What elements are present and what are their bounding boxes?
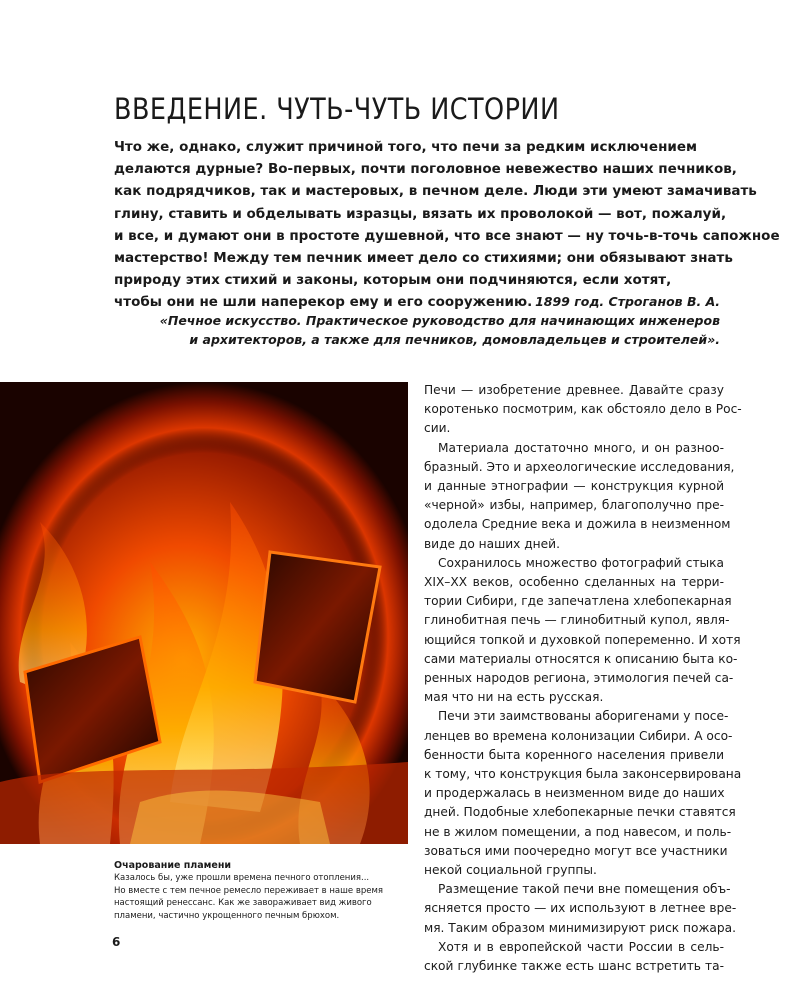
attribution-line: 1899 год. Строганов В. А. — [535, 294, 720, 309]
body-line: Хотя и в европейской части России в сель- — [438, 939, 724, 954]
body-line: к тому, что конструкция была законсервирована — [424, 767, 742, 782]
body-line: и данные этнографии — конструкция курной — [424, 479, 724, 494]
attribution-line: и архитекторов, а также для печников, домовладельцев и строителей». — [189, 332, 720, 347]
body-line: мя. Таким образом минимизируют риск пожара. — [424, 920, 736, 935]
body-line: ской глубинке также есть шанс встретить та- — [424, 959, 724, 974]
body-line: и продержалась в неизменном виде до наших — [424, 786, 725, 801]
caption-line: Но вместе с тем печное ремесло переживает в наше время — [114, 885, 383, 896]
body-line: Печи — изобретение древнее. Давайте сразу — [424, 383, 724, 397]
intro-line: мастерство! Между тем печник имеет дело со стихиями; они обязывают знать — [114, 250, 733, 267]
caption-line: Казалось бы, уже прошли времена печного отопления... — [114, 873, 370, 883]
body-line: «черной» избы, например, благополучно пре- — [424, 498, 724, 513]
body-line: ренных народов региона, этимология печей са- — [424, 671, 734, 686]
intro-quote — [114, 136, 780, 314]
attribution-line: «Печное искусство. Практическое руководство для начинающих инженеров — [159, 313, 720, 328]
caption-line: пламени, частично укрощенного печным брюхом. — [114, 910, 340, 921]
photo-caption — [114, 859, 414, 922]
body-line: ясняется просто — их используют в летнее вре- — [424, 901, 737, 916]
body-text — [424, 381, 742, 976]
intro-line: природу этих стихий и законы, которым они подчиняются, если хотят, — [114, 272, 672, 289]
body-line: ленцев во времена колонизации Сибири. А осо- — [424, 728, 733, 743]
caption-title: Очарование пламени — [114, 860, 232, 871]
body-line: бенности быта коренного населения привели — [424, 747, 724, 762]
body-line: ющийся топкой и духовкой попеременно. И хотя — [424, 632, 741, 647]
body-line: некой социальной группы. — [424, 863, 597, 878]
fire-photo — [0, 382, 408, 844]
page-title: ВВЕДЕНИЕ. ЧУТЬ-ЧУТЬ ИСТОРИИ — [114, 92, 560, 126]
body-line: Размещение такой печи вне помещения объ- — [438, 882, 731, 897]
body-line: одолела Средние века и дожила в неизменном — [424, 517, 731, 532]
body-line: зоваться ими поочередно могут все участники — [424, 843, 728, 858]
page-number: 6 — [112, 935, 121, 949]
body-line: глинобитная печь — глинобитный купол, явля- — [424, 613, 730, 628]
body-line: Печи эти заимствованы аборигенами у посе- — [438, 709, 729, 724]
body-line: Материала достаточно много, и он разноо- — [438, 440, 724, 455]
body-line: тории Сибири, где запечатлена хлебопекарная — [424, 594, 732, 609]
intro-line: как подрядчиков, так и мастеровых, в печном деле. Люди эти умеют замачивать — [114, 183, 757, 200]
intro-line: делаются дурные? Во-первых, почти поголовное невежество наших печников, — [114, 161, 737, 178]
body-line: не в жилом помещении, а под навесом, и поль- — [424, 824, 732, 839]
body-line: виде до наших дней. — [424, 536, 560, 551]
intro-line: глину, ставить и обделывать изразцы, вязать их проволокой — вот, пожалуй, — [114, 205, 727, 222]
body-line: бразный. Это и археологические исследования, — [424, 459, 735, 474]
body-line: сии. — [424, 421, 451, 436]
body-line: XIX–XX веков, особенно сделанных на терри- — [424, 575, 724, 590]
quote-attribution — [120, 292, 720, 349]
caption-line: настоящий ренессанс. Как же завораживает вид живого — [114, 898, 372, 908]
body-line: коротенько посмотрим, как обстояло дело в Рос- — [424, 402, 742, 417]
body-line: сами материалы относятся к описанию быта ко- — [424, 651, 738, 666]
intro-line: чтобы они не шли наперекор ему и его сооружению. — [114, 294, 533, 311]
body-line: Сохранилось множество фотографий стыка — [438, 555, 724, 570]
intro-line: и все, и думают они в простоте душевной, что все знают — ну точь-в-точь сапожное — [114, 227, 780, 244]
body-line: дней. Подобные хлебопекарные печки ставятся — [424, 805, 736, 820]
intro-line: Что же, однако, служит причиной того, что печи за редким исключением — [114, 139, 698, 155]
body-line: мая что ни на есть русская. — [424, 690, 604, 705]
